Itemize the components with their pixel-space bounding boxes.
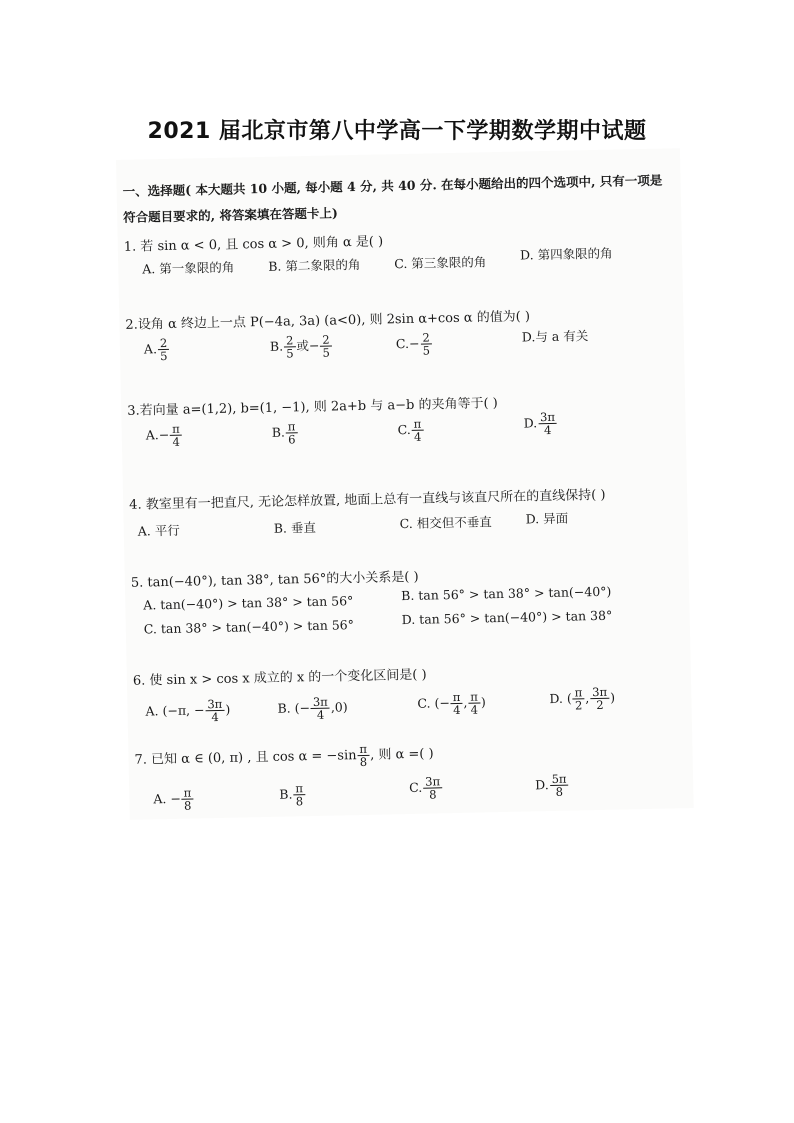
stem-suffix: , 则 α =( ) xyxy=(369,746,434,763)
numerator: 2 xyxy=(284,334,296,347)
question-5-option-a: A. tan(−40°) > tan 38° > tan 56° xyxy=(143,593,354,613)
section-heading-line1: 一、选择题( 本大题共 10 小题, 每小题 4 分, 共 40 分. 在每小题给出的四个选项中, 只有一项是 xyxy=(122,172,663,199)
denominator: 4 xyxy=(316,707,325,722)
denominator: 8 xyxy=(429,787,437,802)
option-a-label: A. (−π, − xyxy=(145,702,205,719)
question-6-option-b xyxy=(277,695,348,722)
numerator: 3π xyxy=(311,696,330,709)
option-c-label: C.− xyxy=(395,335,420,352)
denominator: 8 xyxy=(295,794,304,809)
option-c-label: C. xyxy=(409,779,423,796)
option-b-label: B. xyxy=(269,338,284,354)
option-b-connector: 或− xyxy=(296,337,320,354)
fraction xyxy=(357,743,369,768)
option-a-label: A.− xyxy=(145,427,170,443)
question-7-option-c xyxy=(409,775,443,801)
denominator: 4 xyxy=(172,434,180,449)
denominator: 5 xyxy=(286,346,294,361)
question-7-option-d xyxy=(535,773,570,799)
denominator: 4 xyxy=(543,423,552,438)
question-3-option-b xyxy=(271,420,298,446)
question-2-option-c xyxy=(396,331,433,357)
fraction xyxy=(423,775,442,801)
fraction xyxy=(284,334,296,359)
numerator: π xyxy=(573,686,585,699)
option-a-suffix: ) xyxy=(225,701,231,717)
denominator: 4 xyxy=(452,702,461,718)
question-3-option-a xyxy=(146,423,184,449)
question-3-option-d xyxy=(523,411,558,437)
page-title: 2021 届北京市第八中学高一下学期数学期中试题 xyxy=(147,119,647,144)
scanned-exam-content xyxy=(116,148,694,820)
stem-prefix: 7. 已知 α ∈ (0, π) , 且 cos α = −sin xyxy=(134,748,357,768)
fraction xyxy=(420,331,432,356)
fraction xyxy=(158,337,170,362)
fraction xyxy=(293,782,305,807)
fraction xyxy=(286,420,298,445)
denominator: 8 xyxy=(183,798,192,813)
option-b-label: B. (− xyxy=(277,700,311,716)
fraction xyxy=(538,411,557,437)
question-6-option-c xyxy=(417,690,486,717)
option-b-label: B. xyxy=(279,786,293,802)
question-2-option-b xyxy=(270,334,333,360)
section-heading-line2: 符合题目要求的, 将答案填在答题卡上) xyxy=(123,205,338,225)
question-1-option-d: D. 第四象限的角 xyxy=(519,245,613,263)
fraction xyxy=(451,691,463,716)
numerator: 2 xyxy=(320,334,332,347)
option-d-separator: , xyxy=(585,690,590,706)
question-1-option-b: B. 第二象限的角 xyxy=(268,256,361,274)
denominator: 4 xyxy=(470,702,479,717)
numerator: π xyxy=(468,690,480,703)
option-b-label: B. xyxy=(271,424,286,440)
fraction xyxy=(590,686,609,712)
numerator: 3π xyxy=(590,686,609,699)
numerator: 2 xyxy=(420,331,432,344)
numerator: π xyxy=(286,420,298,433)
fraction xyxy=(182,787,194,812)
fraction xyxy=(205,698,224,724)
question-2-stem: 2.设角 α 终边上一点 P(−4a, 3a) (a<0), 则 2sin α+cos α 的值为( ) xyxy=(125,309,531,333)
option-c-suffix: ) xyxy=(480,694,487,710)
numerator: π xyxy=(293,782,305,795)
numerator: π xyxy=(182,787,194,800)
question-3-stem: 3.若向量 a=(1,2), b=(1, −1), 则 2a+b 与 a−b 的夹角等于( ) xyxy=(127,396,498,419)
numerator: 2 xyxy=(158,337,170,350)
question-5-option-d: D. tan 56° > tan(−40°) > tan 38° xyxy=(401,607,613,628)
question-2-option-d: D.与 a 有关 xyxy=(521,328,589,345)
question-4-option-d: D. 异面 xyxy=(525,510,569,527)
question-7-option-a xyxy=(153,787,195,813)
question-1-option-c: C. 第三象限的角 xyxy=(394,254,487,272)
option-a-label: A. − xyxy=(153,790,181,807)
option-a-label: A. xyxy=(143,341,158,357)
option-c-label: C. (− xyxy=(417,695,451,711)
fraction xyxy=(549,773,568,799)
question-6-option-d xyxy=(549,686,615,712)
numerator: 5π xyxy=(549,773,568,786)
numerator: π xyxy=(412,418,424,431)
question-3-option-c xyxy=(397,418,424,444)
question-1-stem: 1. 若 sin α < 0, 且 cos α > 0, 则角 α 是( ) xyxy=(123,234,384,255)
question-2-option-a xyxy=(144,337,171,363)
numerator: 3π xyxy=(538,411,557,424)
option-d-label: D. ( xyxy=(549,690,572,707)
question-5-option-b: B. tan 56° > tan 38° > tan(−40°) xyxy=(401,583,612,604)
option-b-suffix: ,0) xyxy=(330,699,348,715)
fraction xyxy=(170,423,182,448)
fraction xyxy=(320,334,332,359)
question-4-option-a: A. 平行 xyxy=(137,522,180,539)
denominator: 2 xyxy=(574,698,583,713)
denominator: 8 xyxy=(555,784,564,799)
denominator: 5 xyxy=(422,343,431,358)
question-6-stem: 6. 使 sin x > cos x 成立的 x 的一个变化区间是( ) xyxy=(132,667,427,689)
numerator: π xyxy=(357,743,369,756)
option-c-separator: , xyxy=(463,694,468,710)
option-d-suffix: ) xyxy=(610,689,616,705)
numerator: π xyxy=(170,423,182,436)
question-6-option-a xyxy=(145,698,230,725)
question-7-stem xyxy=(134,741,434,772)
numerator: π xyxy=(451,691,463,704)
denominator: 5 xyxy=(322,345,331,360)
question-4-option-b: B. 垂直 xyxy=(273,519,317,536)
denominator: 5 xyxy=(159,349,168,364)
option-d-label: D. xyxy=(535,777,549,793)
option-d-label: D. xyxy=(523,415,538,431)
denominator: 2 xyxy=(596,697,604,713)
question-5-option-c: C. tan 38° > tan(−40°) > tan 56° xyxy=(143,617,355,637)
question-1-option-a: A. 第一象限的角 xyxy=(142,259,235,277)
denominator: 4 xyxy=(211,710,219,725)
numerator: 3π xyxy=(423,775,442,788)
fraction xyxy=(412,418,424,443)
option-c-label: C. xyxy=(397,421,411,438)
denominator: 4 xyxy=(413,429,422,444)
denominator: 6 xyxy=(288,432,296,447)
question-5-stem: 5. tan(−40°), tan 38°, tan 56°的大小关系是( ) xyxy=(130,569,419,591)
fraction xyxy=(311,696,330,722)
fraction xyxy=(573,686,585,711)
question-7-option-b xyxy=(279,782,306,808)
denominator: 8 xyxy=(359,754,368,770)
question-4-stem: 4. 教室里有一把直尺, 无论怎样放置, 地面上总有一直线与该直尺所在的直线保持( ) xyxy=(129,487,606,513)
numerator: 3π xyxy=(205,698,224,711)
fraction xyxy=(468,690,480,715)
question-4-option-c: C. 相交但不垂直 xyxy=(399,514,492,532)
